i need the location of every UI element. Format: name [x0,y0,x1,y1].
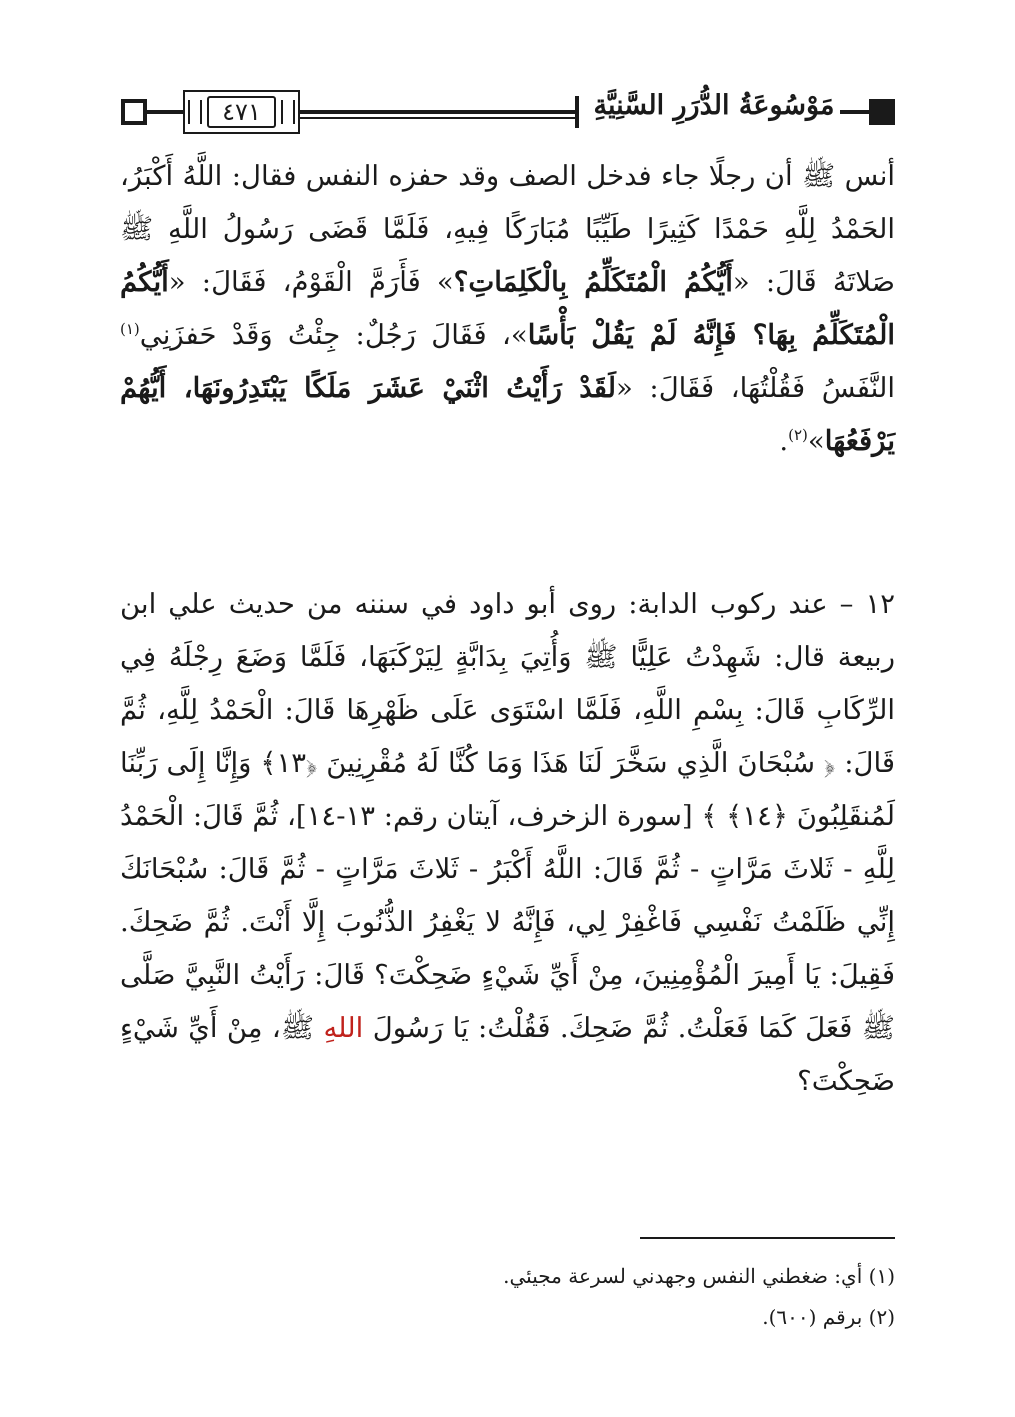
header-ornament-square-outline [121,99,147,125]
header-divider [575,96,579,128]
text-run: أنس [835,160,895,192]
header-ornament-square-filled [869,99,895,125]
footnote-ref[interactable]: (٢) [788,426,808,444]
footnote-ref[interactable]: (١) [120,320,140,338]
paragraph-hadith-anas [120,150,895,468]
page-number: ٤٧١ [207,96,276,128]
text-run: » فَأَرَمَّ الْقَوْمُ، فَقَالَ: « [168,266,454,298]
header-rule [300,110,575,114]
text-run: النَّفَسُ فَقُلْتُهَا، فَقَالَ: « [616,372,895,404]
paragraph-item-12 [120,578,895,1108]
book-title: مَوْسُوعَةُ الدُّرَرِ السَّنِيَّةِ [593,90,835,121]
hadith-quote-bold: أَيُّكُمُ الْمُتَكَلِّمُ بِالْكَلِمَاتِ؟ [453,266,733,298]
hadith-quote-bold: لَقَدْ رَأَيْتُ اثْنَيْ عَشَرَ مَلَكًا يَبْتَدِرُونَهَا، أَيُّهُمْ يَرْفَعُهَا [120,372,895,457]
honorific-glyph: ﷺ [861,1012,895,1044]
item-number: ١٢ – [827,588,896,620]
footnote-separator [640,1237,895,1239]
text-run: . [779,425,789,457]
text-run: فَعَلَ كَمَا فَعَلْتُ. ثُمَّ ضَحِكَ. فَقُلْتُ: يَا رَسُولَ [363,1012,862,1044]
text-run: أن رجلًا جاء فدخل الصف وقد حفزه النفس فقال: اللَّهُ أَكْبَرُ، الحَمْدُ لِلَّهِ حَمْدًا كَثِيرًا طَيِّبًا مُبَارَكًا فِيهِ، فَلَمَّا قَضَى رَسُولُ اللَّهِ [120,160,895,245]
frame-ornament [188,100,202,124]
footnote-text: برقم (٦٠٠). [762,1305,869,1329]
honorific-glyph: ﷺ [120,213,154,245]
honorific-glyph: ﷺ [280,1012,324,1044]
text-run: ، مِنْ أَيِّ شَيْءٍ ضَحِكْتَ؟ [120,1012,895,1097]
footnote-2 [120,1297,895,1337]
highlighted-word: اللهِ [323,1012,364,1044]
footnote-marker: (١) [868,1264,895,1288]
page-header [0,0,1015,140]
text-run: عند ركوب الدابة: روى أبو داود في سننه من حديث علي ابن ربيعة قال: شَهِدْتُ عَلِيًّا [120,588,895,673]
text-run: صَلاتَهُ قَالَ: « [732,266,895,298]
text-run: » [807,425,825,457]
footnote-1 [120,1256,895,1296]
text-run: وَأُتِيَ بِدَابَّةٍ لِيَرْكَبَهَا، فَلَمَّا وَضَعَ رِجْلَهُ فِي الرِّكَابِ قَالَ: بِسْمِ اللَّهِ، فَلَمَّا اسْتَوَى عَلَى ظَهْرِهَا قَالَ: الْحَمْدُ لِلَّهِ، ثُمَّ قَالَ: ﴿ سُبْحَانَ الَّذِي سَخَّرَ لَنَا هَذَا وَمَا كُنَّا لَهُ مُقْرِنِينَ ﴿١٣﴾ وَإِنَّا إِلَى رَبِّنَا لَمُنقَلِبُونَ ﴿١٤﴾ ﴾ [سورة الزخرف، آيتان رقم: ١٣-١٤]، ثُمَّ قَالَ: الْحَمْدُ لِلَّهِ - ثَلاثَ مَرَّاتٍ - ثُمَّ قَالَ: اللَّهُ أَكْبَرُ - ثَلاثَ مَرَّاتٍ - ثُمَّ قَالَ: سُبْحَانَكَ إِنِّي ظَلَمْتُ نَفْسِي فَاغْفِرْ لِي، فَإِنَّهُ لا يَغْفِرُ الذُّنُوبَ إِلَّا أَنْتَ. ثُمَّ ضَحِكَ. فَقِيلَ: يَا أَمِيرَ الْمُؤْمِنِينَ، مِنْ أَيِّ شَيْءٍ ضَحِكْتَ؟ قَالَ: رَأَيْتُ النَّبِيَّ صَلَّى [119,641,895,991]
page-number-frame [183,90,300,134]
hadith-quote-bold: أَيُّكُمُ الْمُتَكَلِّمُ بِهَا؟ فَإِنَّهُ لَمْ يَقُلْ بَأْسًا [120,266,895,351]
text-run: »، فَقَالَ رَجُلٌ: جِئْتُ وَقَدْ حَفزَنِي [139,319,528,351]
header-rule-thin [300,117,575,119]
footnote-marker: (٢) [868,1305,895,1329]
honorific-glyph: ﷺ [584,641,618,673]
frame-ornament [281,100,295,124]
honorific-glyph: ﷺ [802,160,836,192]
header-rule [147,110,183,114]
header-rule [840,110,870,114]
footnote-text: أي: ضغطني النفس وجهدني لسرعة مجيئي. [503,1264,869,1288]
